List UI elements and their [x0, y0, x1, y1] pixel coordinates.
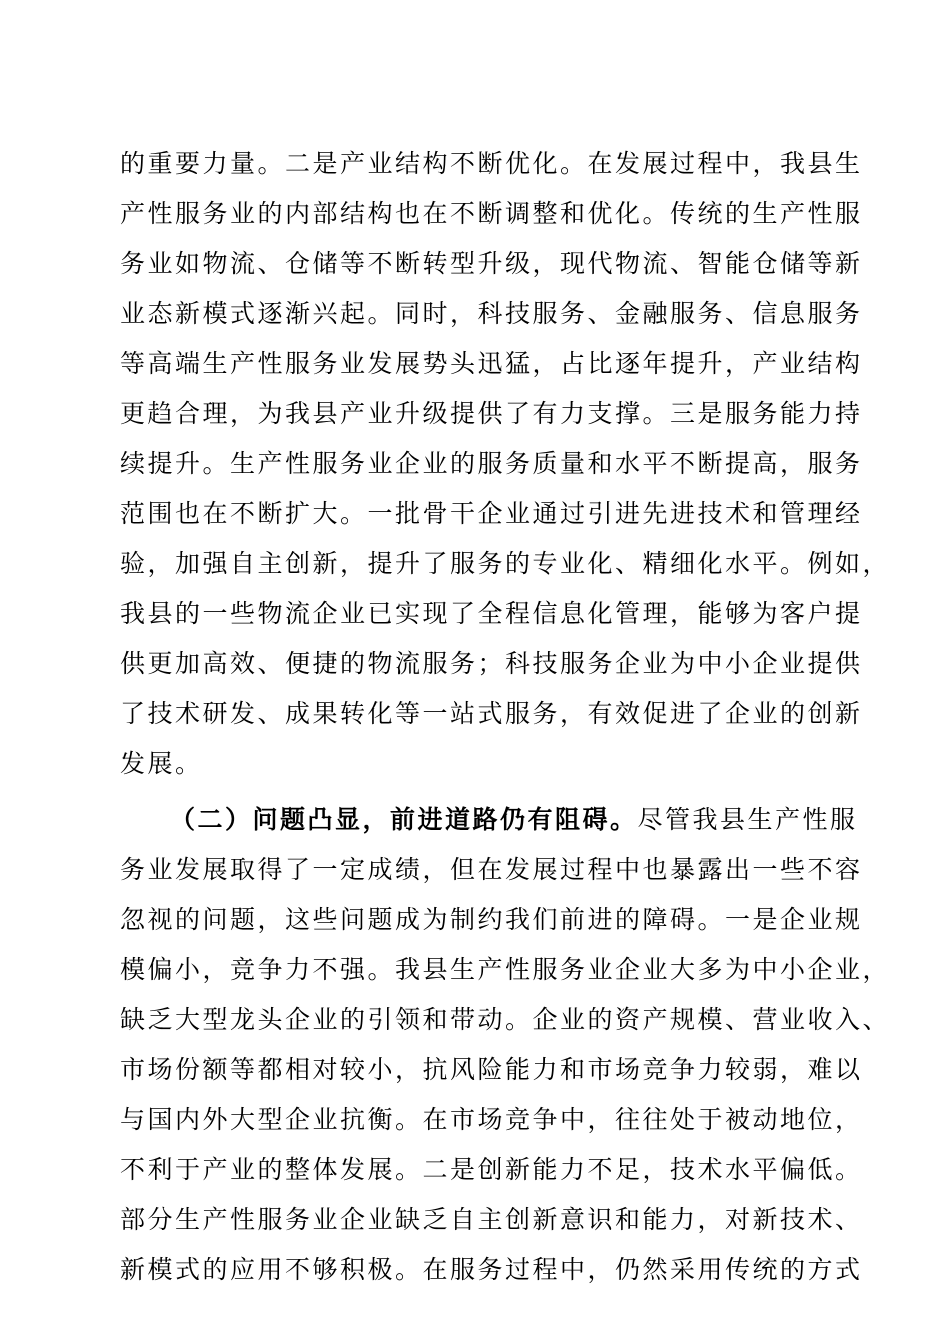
text-line: 续提升。生产性服务业企业的服务质量和水平不断提高，服务 [120, 449, 863, 478]
text-line: 务业发展取得了一定成绩，但在发展过程中也暴露出一些不容 [120, 855, 863, 884]
text-line: 市场份额等都相对较小，抗风险能力和市场竞争力较弱，难以 [120, 1055, 863, 1084]
text-line: 与国内外大型企业抗衡。在市场竞争中，往往处于被动地位， [120, 1105, 863, 1134]
text-line: 供更加高效、便捷的物流服务；科技服务企业为中小企业提供 [120, 649, 863, 678]
text-line: 模偏小，竞争力不强。我县生产性服务业企业大多为中小企业， [120, 955, 891, 984]
text-line: 业态新模式逐渐兴起。同时，科技服务、金融服务、信息服务 [120, 299, 863, 328]
text-line: 发展。 [120, 749, 203, 778]
text-line: 忽视的问题，这些问题成为制约我们前进的障碍。一是企业规 [120, 905, 863, 934]
text-line: 的重要力量。二是产业结构不断优化。在发展过程中，我县生 [120, 149, 863, 178]
text-line: 了技术研发、成果转化等一站式服务，有效促进了企业的创新 [120, 699, 863, 728]
text-line: 等高端生产性服务业发展势头迅猛，占比逐年提升，产业结构 [120, 349, 863, 378]
section-heading-line [170, 805, 858, 835]
text-line: 新模式的应用不够积极。在服务过程中，仍然采用传统的方式 [120, 1255, 863, 1284]
text-line: 更趋合理，为我县产业升级提供了有力支撑。三是服务能力持 [120, 399, 863, 428]
text-line: 我县的一些物流企业已实现了全程信息化管理，能够为客户提 [120, 599, 863, 628]
text-line: 务业如物流、仓储等不断转型升级，现代物流、智能仓储等新 [120, 249, 863, 278]
text-line: 不利于产业的整体发展。二是创新能力不足，技术水平偏低。 [120, 1155, 863, 1184]
text-line: 范围也在不断扩大。一批骨干企业通过引进先进技术和管理经 [120, 499, 863, 528]
text-line: 部分生产性服务业企业缺乏自主创新意识和能力，对新技术、 [120, 1205, 863, 1234]
text-line: 产性服务业的内部结构也在不断调整和优化。传统的生产性服 [120, 199, 863, 228]
text-line: 缺乏大型龙头企业的引领和带动。企业的资产规模、营业收入、 [120, 1005, 891, 1034]
section-heading-rest: 尽管我县生产性服 [637, 805, 858, 834]
section-heading: （二）问题凸显，前进道路仍有阻碍。 [170, 805, 638, 834]
text-line: 验，加强自主创新，提升了服务的专业化、精细化水平。例如， [120, 549, 891, 578]
